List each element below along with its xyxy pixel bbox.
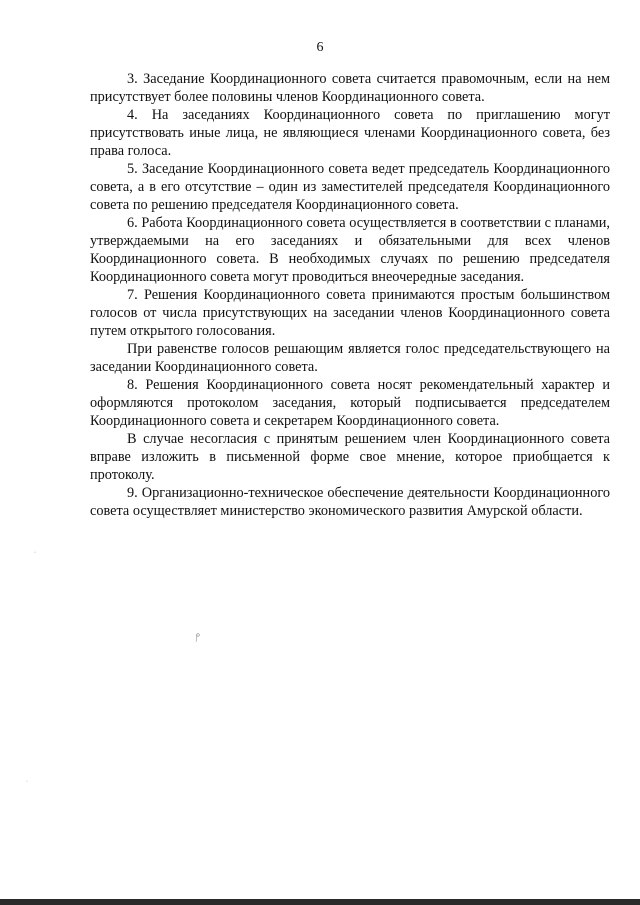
paragraph-6: 6. Работа Координационного совета осуществляется в соответствии с планами, утверждаемыми на его заседаниях и обязательными для всех членов Координационного совета. В необходимых случаях по решению председателя Координационного совета могут проводиться внеочередные заседания.: [90, 215, 610, 285]
scan-bottom-edge: [0, 899, 640, 905]
paragraph-7-tie-vote: При равенстве голосов решающим является голос председательствующего на заседании Координационного совета.: [90, 341, 610, 375]
paragraph-5: 5. Заседание Координационного совета ведет председатель Координационного совета, а в его отсутствие – один из заместителей председателя Координационного совета по решению председателя Координационного совета.: [90, 161, 610, 213]
paragraph-4: 4. На заседаниях Координационного совета по приглашению могут присутствовать иные лица, не являющиеся членами Координационного совета, без права голоса.: [90, 107, 610, 159]
paragraph-8: 8. Решения Координационного совета носят рекомендательный характер и оформляются протоколом заседания, который подписывается председателем Координационного совета и секретарем Координационного совета.: [90, 377, 610, 429]
document-body: [90, 70, 610, 520]
scan-artifact-mark: ⁄°: [193, 631, 204, 644]
paragraph-3: 3. Заседание Координационного совета считается правомочным, если на нем присутствует более половины членов Координационного совета.: [90, 71, 610, 105]
page-number: 6: [316, 40, 324, 55]
paragraph-9: 9. Организационно-техническое обеспечение деятельности Координационного совета осуществляет министерство экономического развития Амурской области.: [90, 485, 610, 519]
scan-dot-mark: ·: [34, 550, 36, 556]
paragraph-8-dissent: В случае несогласия с принятым решением член Координационного совета вправе изложить в письменной форме свое мнение, которое приобщается к протоколу.: [90, 431, 610, 483]
scan-dot-mark: ·: [26, 779, 28, 785]
paragraph-7: 7. Решения Координационного совета принимаются простым большинством голосов от числа присутствующих на заседании членов Координационного совета путем открытого голосования.: [90, 287, 610, 339]
